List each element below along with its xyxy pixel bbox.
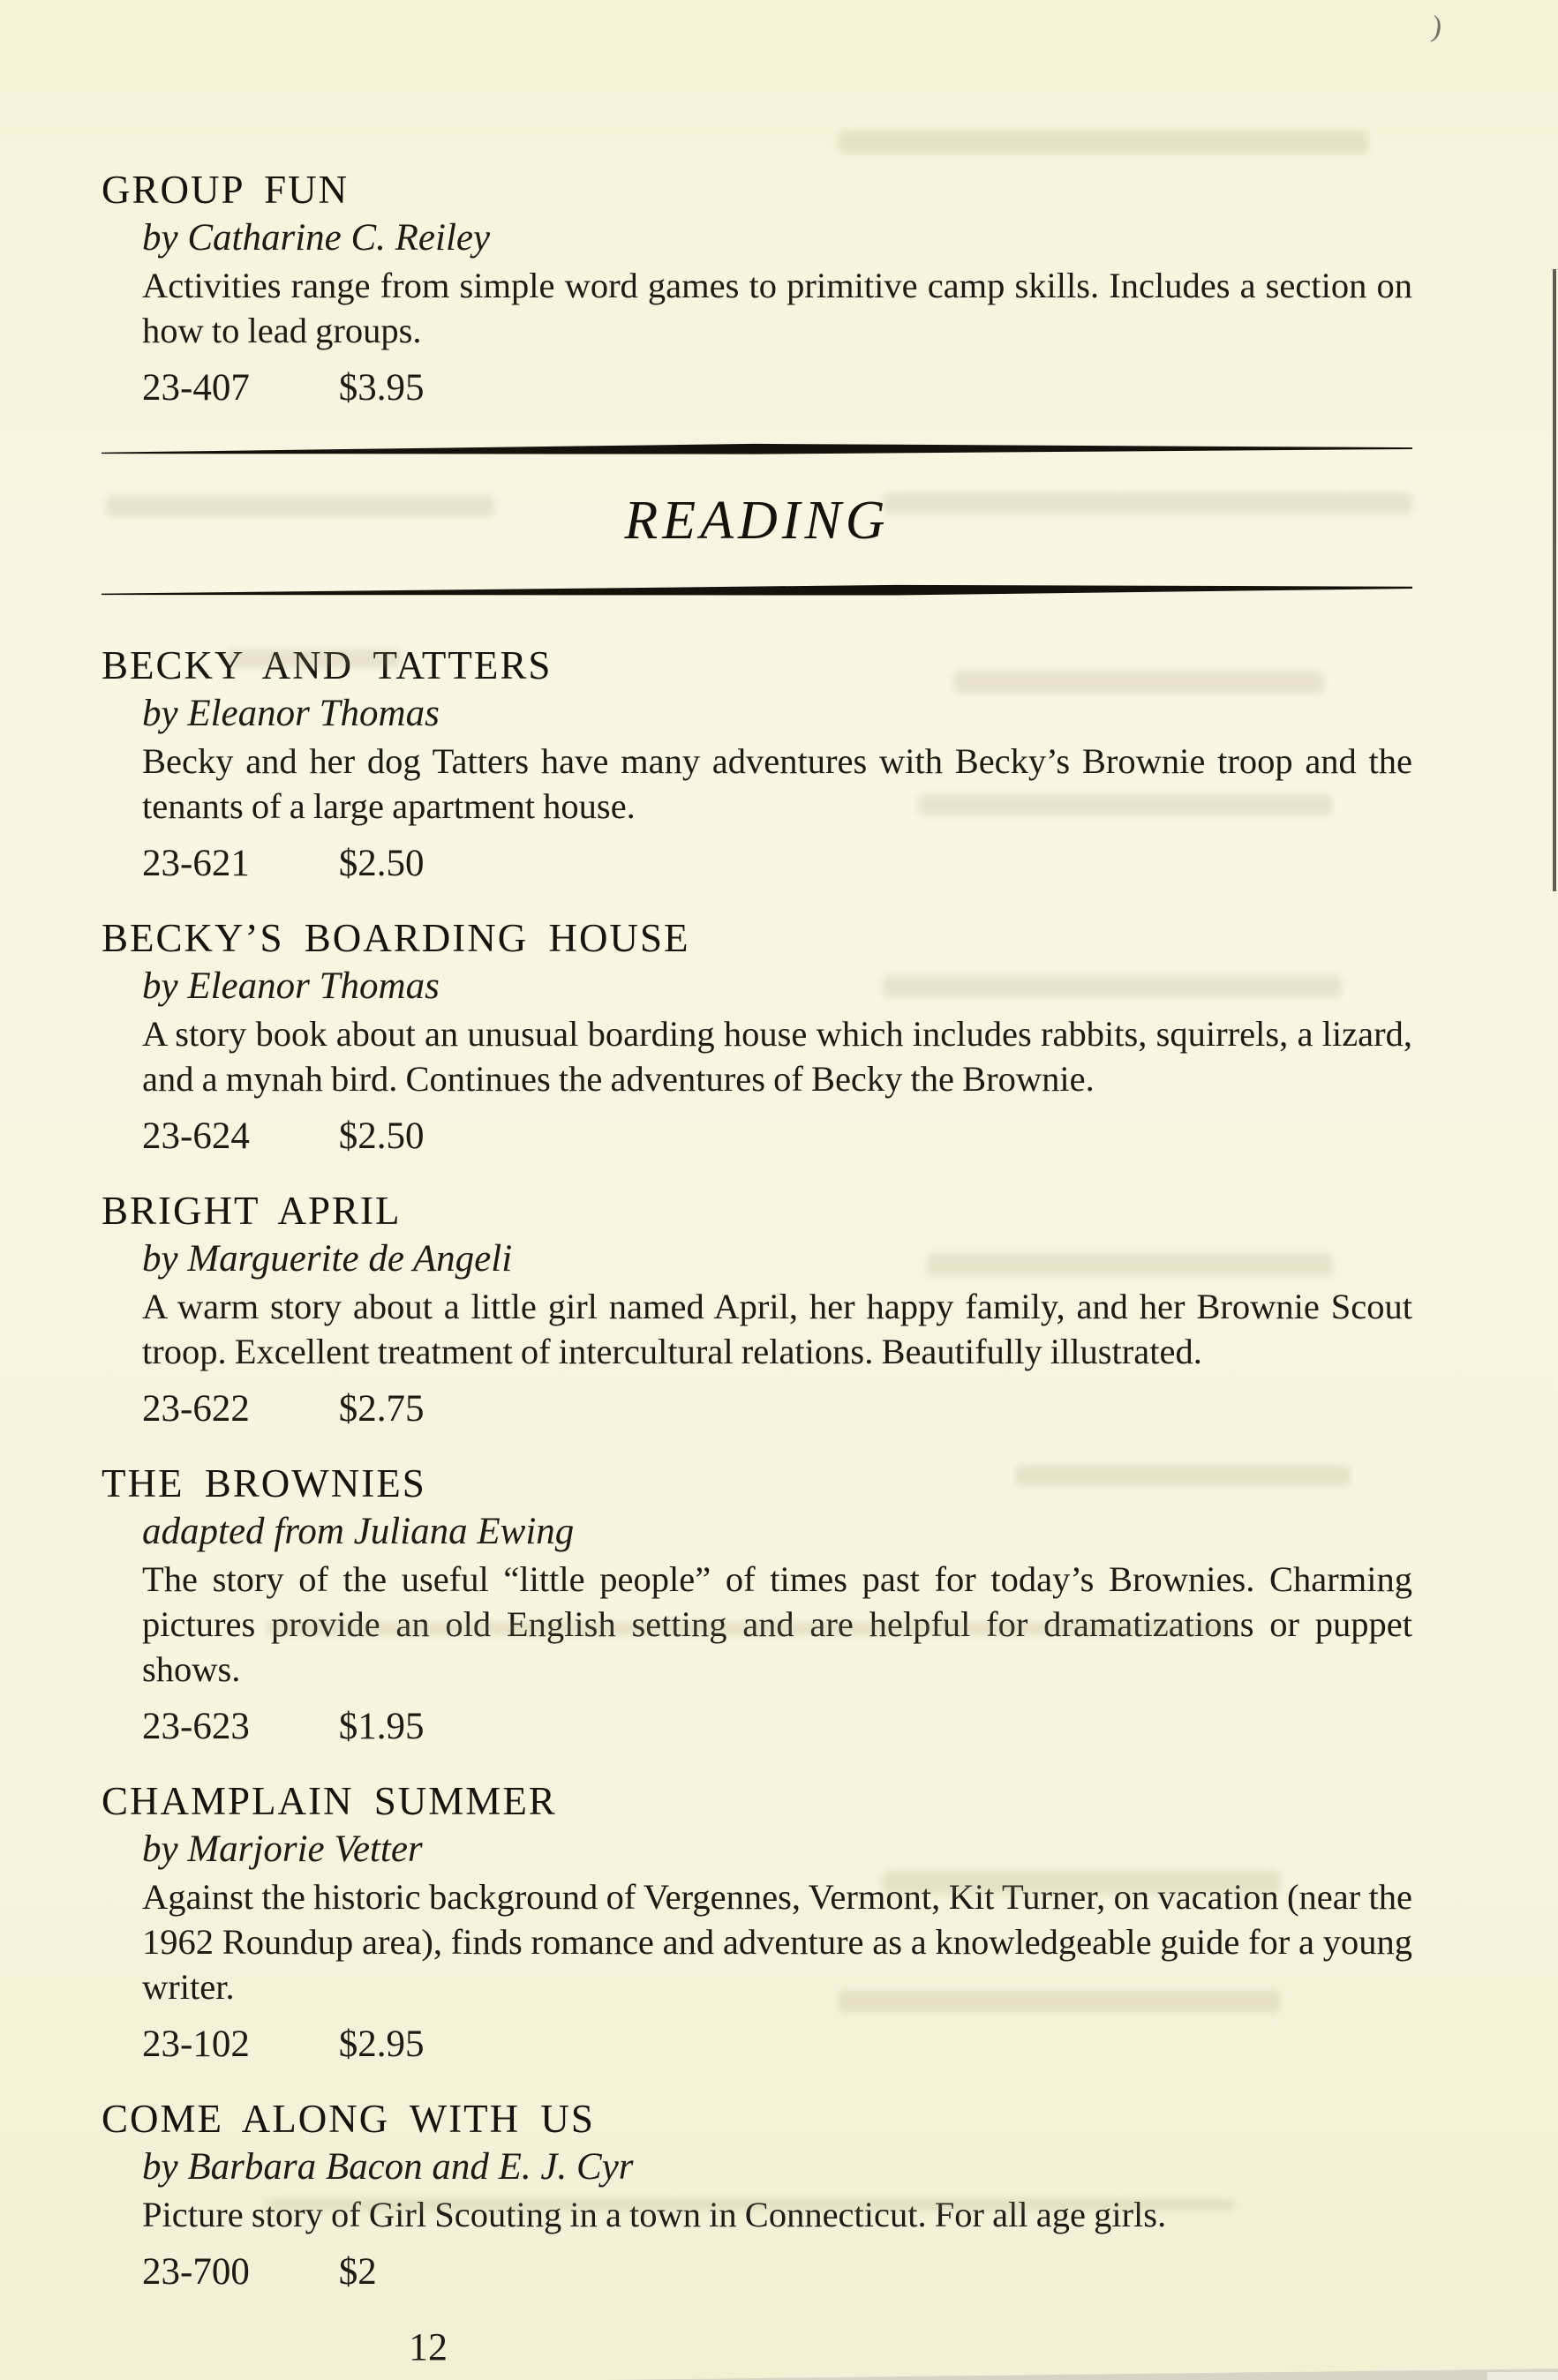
book-byline: by Marguerite de Angeli: [142, 1238, 513, 1280]
book-entry: [102, 1190, 1412, 1430]
book-description: The story of the useful “little people” of times past for today’s Brownies. Charming pictures provide an old English setting and are helpful for dramatizations or puppet shows.: [142, 1559, 1412, 1689]
catalog-number: 23-622: [142, 1388, 250, 1430]
book-description: Activities range from simple word games to primitive camp skills. Includes a section on how to lead groups.: [142, 266, 1412, 350]
book-byline: by Marjorie Vetter: [142, 1828, 423, 1870]
book-title: BECKY’S BOARDING HOUSE: [102, 916, 690, 960]
section-title: READING: [624, 491, 890, 551]
book-byline: by Eleanor Thomas: [142, 693, 440, 734]
book-title: BRIGHT APRIL: [102, 1189, 402, 1233]
scan-edge-line: [1553, 269, 1556, 891]
catalog-number: 23-407: [142, 367, 250, 409]
price: $1.95: [338, 1706, 425, 1747]
book-byline: by Catharine C. Reiley: [142, 217, 491, 259]
scan-corner-mark: ): [1429, 10, 1444, 44]
price: $2.95: [338, 2023, 425, 2065]
book-description: A warm story about a little girl named April, her happy family, and her Brownie Scout troop. Excellent treatment of intercultural relations. Beautifully illustrated.: [142, 1287, 1412, 1371]
swelled-rule-bottom: [102, 582, 1412, 596]
scan-bottom-edge: [609, 2367, 1558, 2380]
scan-bottom-corner: [1487, 2372, 1558, 2380]
book-title: CHAMPLAIN SUMMER: [102, 1779, 557, 1823]
book-entry: [102, 2098, 1412, 2293]
price: $2.75: [338, 1388, 425, 1430]
bleed-through-mark: [839, 131, 1368, 154]
catalog-number: 23-624: [142, 1115, 250, 1157]
book-byline: by Eleanor Thomas: [142, 965, 440, 1007]
book-entry: [102, 169, 1412, 409]
order-row: [142, 1116, 1412, 1157]
catalog-page: [102, 169, 1412, 2369]
book-description: Picture story of Girl Scouting in a town in Connecticut. For all age girls.: [142, 2195, 1167, 2234]
catalog-number: 23-700: [142, 2251, 250, 2293]
catalog-number: 23-623: [142, 1706, 250, 1747]
order-row: [142, 1389, 1412, 1430]
price: $2.50: [338, 843, 425, 884]
order-row: [142, 1707, 1412, 1747]
book-title: THE BROWNIES: [102, 1461, 426, 1505]
swelled-rule-top: [102, 442, 1412, 455]
book-byline: adapted from Juliana Ewing: [142, 1511, 575, 1552]
order-row: [142, 2252, 1412, 2293]
page-number: 12: [409, 2325, 448, 2369]
catalog-number: 23-102: [142, 2023, 250, 2065]
book-entry: [102, 1781, 1412, 2065]
price: $3.95: [338, 367, 425, 409]
book-title: COME ALONG WITH US: [102, 2097, 595, 2141]
book-title: GROUP FUN: [102, 168, 350, 212]
book-title: BECKY AND TATTERS: [102, 643, 553, 687]
book-description: Against the historic background of Vergennes, Vermont, Kit Turner, on vacation (near the 1962 Roundup area), finds romance and adventure as a knowledgeable guide for a young writer.: [142, 1877, 1412, 2007]
book-byline: by Barbara Bacon and E. J. Cyr: [142, 2146, 634, 2188]
catalog-number: 23-621: [142, 843, 250, 884]
book-description: Becky and her dog Tatters have many adventures with Becky’s Brownie troop and the tenants of a large apartment house.: [142, 741, 1412, 826]
price: $2: [338, 2251, 377, 2293]
price: $2.50: [338, 1115, 425, 1157]
order-row: [142, 844, 1412, 884]
order-row: [142, 368, 1412, 409]
book-entry: [102, 645, 1412, 884]
book-description: A story book about an unusual boarding house which includes rabbits, squirrels, a lizard, and a mynah bird. Continues the adventures of Becky the Brownie.: [142, 1014, 1412, 1099]
order-row: [142, 2024, 1412, 2065]
book-entry: [102, 918, 1412, 1157]
reading-section-header: [102, 442, 1412, 596]
book-entry: [102, 1463, 1412, 1747]
